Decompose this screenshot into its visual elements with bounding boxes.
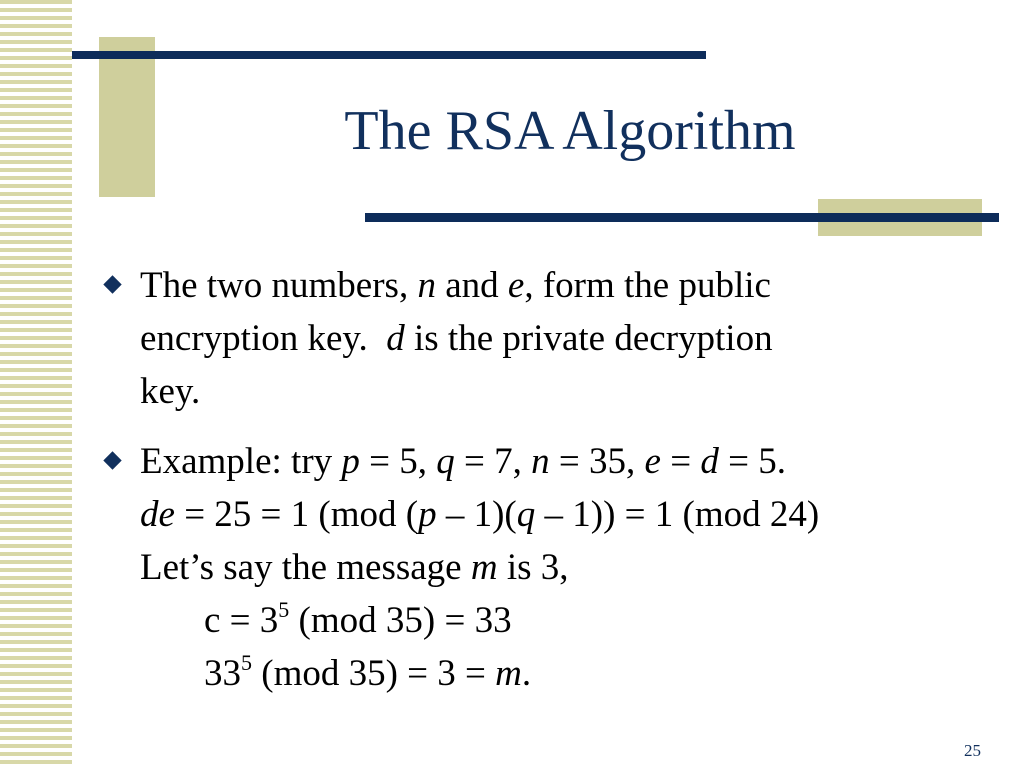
bullet-line: key. (140, 371, 201, 412)
bullet-public-key (140, 259, 990, 418)
diamond-bullet-icon (103, 451, 121, 469)
bullet-line: Example: try p = 5, q = 7, n = 35, e = d = 5. (140, 441, 786, 482)
bullet-example (140, 435, 990, 700)
navy-rule-bottom (365, 213, 999, 222)
navy-rule-top (72, 51, 706, 59)
diamond-bullet-icon (103, 275, 121, 293)
bullet-line: Let’s say the message m is 3, (140, 547, 569, 588)
tan-accent-block-top (99, 37, 155, 197)
bullet-line: de = 25 = 1 (mod (p – 1)(q – 1)) = 1 (mod 24) (140, 494, 820, 535)
slide-title: The RSA Algorithm (344, 100, 796, 162)
bullet-line: encryption key. d is the private decryption (140, 318, 773, 359)
bullet-line: The two numbers, n and e, form the public (140, 265, 771, 306)
equation-line: $33^5$ (mod 35) = 3 = m. (204, 649, 532, 694)
striped-sidebar-decoration (0, 0, 72, 768)
page-number: 25 (964, 741, 981, 760)
equation-line: $c = 3^5$ (mod 35) = 33 (204, 596, 512, 641)
